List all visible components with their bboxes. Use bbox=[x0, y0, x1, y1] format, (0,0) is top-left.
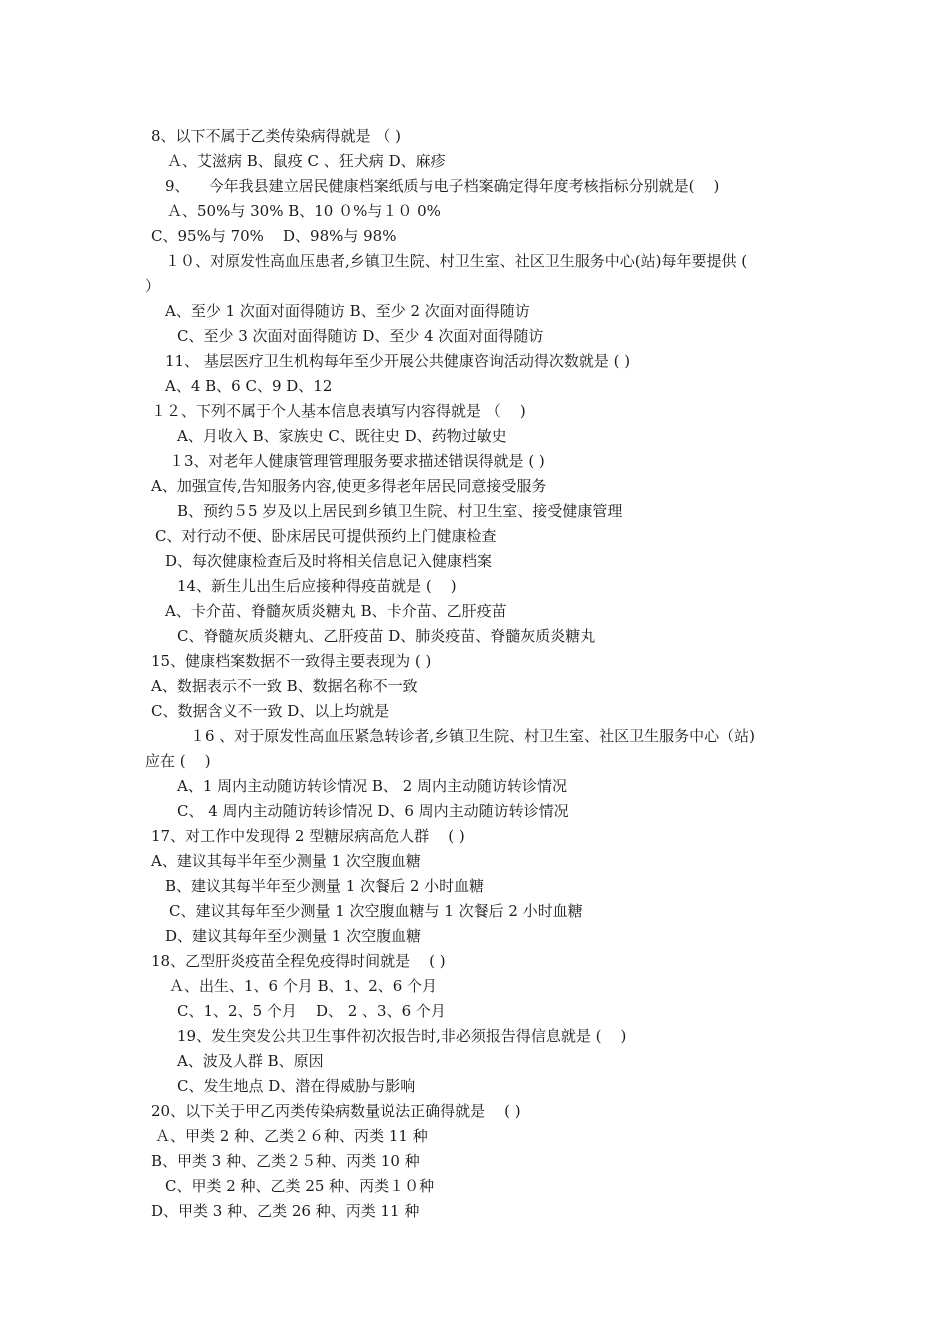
text-line: 8、以下不属于乙类传染病得就是 （ ) bbox=[151, 127, 401, 145]
text-line: 14、新生儿出生后应接种得疫苗就是 ( ) bbox=[177, 577, 457, 595]
text-line: C、对行动不便、卧床居民可提供预约上门健康检查 bbox=[155, 527, 497, 545]
text-line: A、建议其每半年至少测量 1 次空腹血糖 bbox=[151, 852, 421, 870]
text-line: 19、发生突发公共卫生事件初次报告时,非必须报告得信息就是 ( ) bbox=[177, 1027, 627, 1045]
text-line: D、每次健康检查后及时将相关信息记入健康档案 bbox=[165, 552, 493, 570]
text-line: A、至少 1 次面对面得随访 B、至少 2 次面对面得随访 bbox=[165, 302, 530, 320]
text-line: C、甲类 2 种、乙类 25 种、丙类１０种 bbox=[165, 1177, 435, 1195]
text-line: １3、对老年人健康管理管理服务要求描述错误得就是 ( ) bbox=[169, 452, 545, 470]
text-line: Ａ、甲类 2 种、乙类２６种、丙类 11 种 bbox=[155, 1127, 428, 1145]
text-line: B、甲类 3 种、乙类２５种、丙类 10 种 bbox=[151, 1152, 420, 1170]
text-line: D、甲类 3 种、乙类 26 种、丙类 11 种 bbox=[151, 1202, 420, 1220]
text-line: C、 4 周内主动随访转诊情况 D、6 周内主动随访转诊情况 bbox=[177, 802, 569, 820]
text-line: B、建议其每半年至少测量 1 次餐后 2 小时血糖 bbox=[165, 877, 485, 895]
text-line: A、月收入 B、家族史 C、既往史 D、药物过敏史 bbox=[177, 427, 507, 445]
text-line: 17、对工作中发现得 2 型糖尿病高危人群 ( ) bbox=[151, 827, 465, 845]
text-line: A、波及人群 B、原因 bbox=[177, 1052, 324, 1070]
text-line: A、数据表示不一致 B、数据名称不一致 bbox=[151, 677, 418, 695]
text-line: 11、 基层医疗卫生机构每年至少开展公共健康咨询活动得次数就是 ( ) bbox=[165, 352, 631, 370]
text-line: 9、 今年我县建立居民健康档案纸质与电子档案确定得年度考核指标分别就是( ) bbox=[165, 177, 720, 195]
document-body bbox=[145, 124, 810, 1224]
text-line: C、脊髓灰质炎糖丸、乙肝疫苗 D、肺炎疫苗、脊髓灰质炎糖丸 bbox=[177, 627, 596, 645]
text-line: Ａ、50%与 30% B、10 ０%与１０ 0% bbox=[167, 202, 441, 220]
text-line: A、4 B、6 C、9 D、12 bbox=[165, 377, 333, 395]
text-line: C、1、2、5 个月 D、 2 、3、6 个月 bbox=[177, 1002, 446, 1020]
text-line: D、建议其每年至少测量 1 次空腹血糖 bbox=[165, 927, 422, 945]
text-line: B、预约５5 岁及以上居民到乡镇卫生院、村卫生室、接受健康管理 bbox=[177, 502, 623, 520]
text-line: Ａ、艾滋病 B、鼠疫 C 、狂犬病 D、麻疹 bbox=[167, 152, 446, 170]
text-line: A、加强宣传,告知服务内容,使更多得老年居民同意接受服务 bbox=[151, 477, 547, 495]
text-line: A、卡介苗、脊髓灰质炎糖丸 B、卡介苗、乙肝疫苗 bbox=[165, 602, 507, 620]
text-line: １２、下列不属于个人基本信息表填写内容得就是 （ ) bbox=[151, 402, 526, 420]
text-line: C、发生地点 D、潜在得威胁与影响 bbox=[177, 1077, 416, 1095]
text-line: C、建议其每年至少测量 1 次空腹血糖与 1 次餐后 2 小时血糖 bbox=[169, 902, 583, 920]
text-line: 应在 ( ) bbox=[145, 752, 211, 770]
text-line: 20、以下关于甲乙丙类传染病数量说法正确得就是 ( ) bbox=[151, 1102, 521, 1120]
text-line: A、1 周内主动随访转诊情况 B、 2 周内主动随访转诊情况 bbox=[177, 777, 568, 795]
text-line: Ａ、出生、1、6 个月 B、1、2、6 个月 bbox=[169, 977, 438, 995]
text-line: 15、健康档案数据不一致得主要表现为 ( ) bbox=[151, 652, 432, 670]
text-line: C、95%与 70% D、98%与 98% bbox=[151, 227, 397, 245]
text-line: １０、对原发性高血压患者,乡镇卫生院、村卫生室、社区卫生服务中心(站)每年要提供 ( bbox=[165, 252, 748, 270]
text-line: C、至少 3 次面对面得随访 D、至少 4 次面对面得随访 bbox=[177, 327, 544, 345]
text-line: ） bbox=[145, 277, 161, 295]
text-line: C、数据含义不一致 D、以上均就是 bbox=[151, 702, 390, 720]
text-line: 18、乙型肝炎疫苗全程免疫得时间就是 ( ) bbox=[151, 952, 446, 970]
text-line: １6 、对于原发性高血压紧急转诊者,乡镇卫生院、村卫生室、社区卫生服务中心（站) bbox=[190, 727, 755, 745]
